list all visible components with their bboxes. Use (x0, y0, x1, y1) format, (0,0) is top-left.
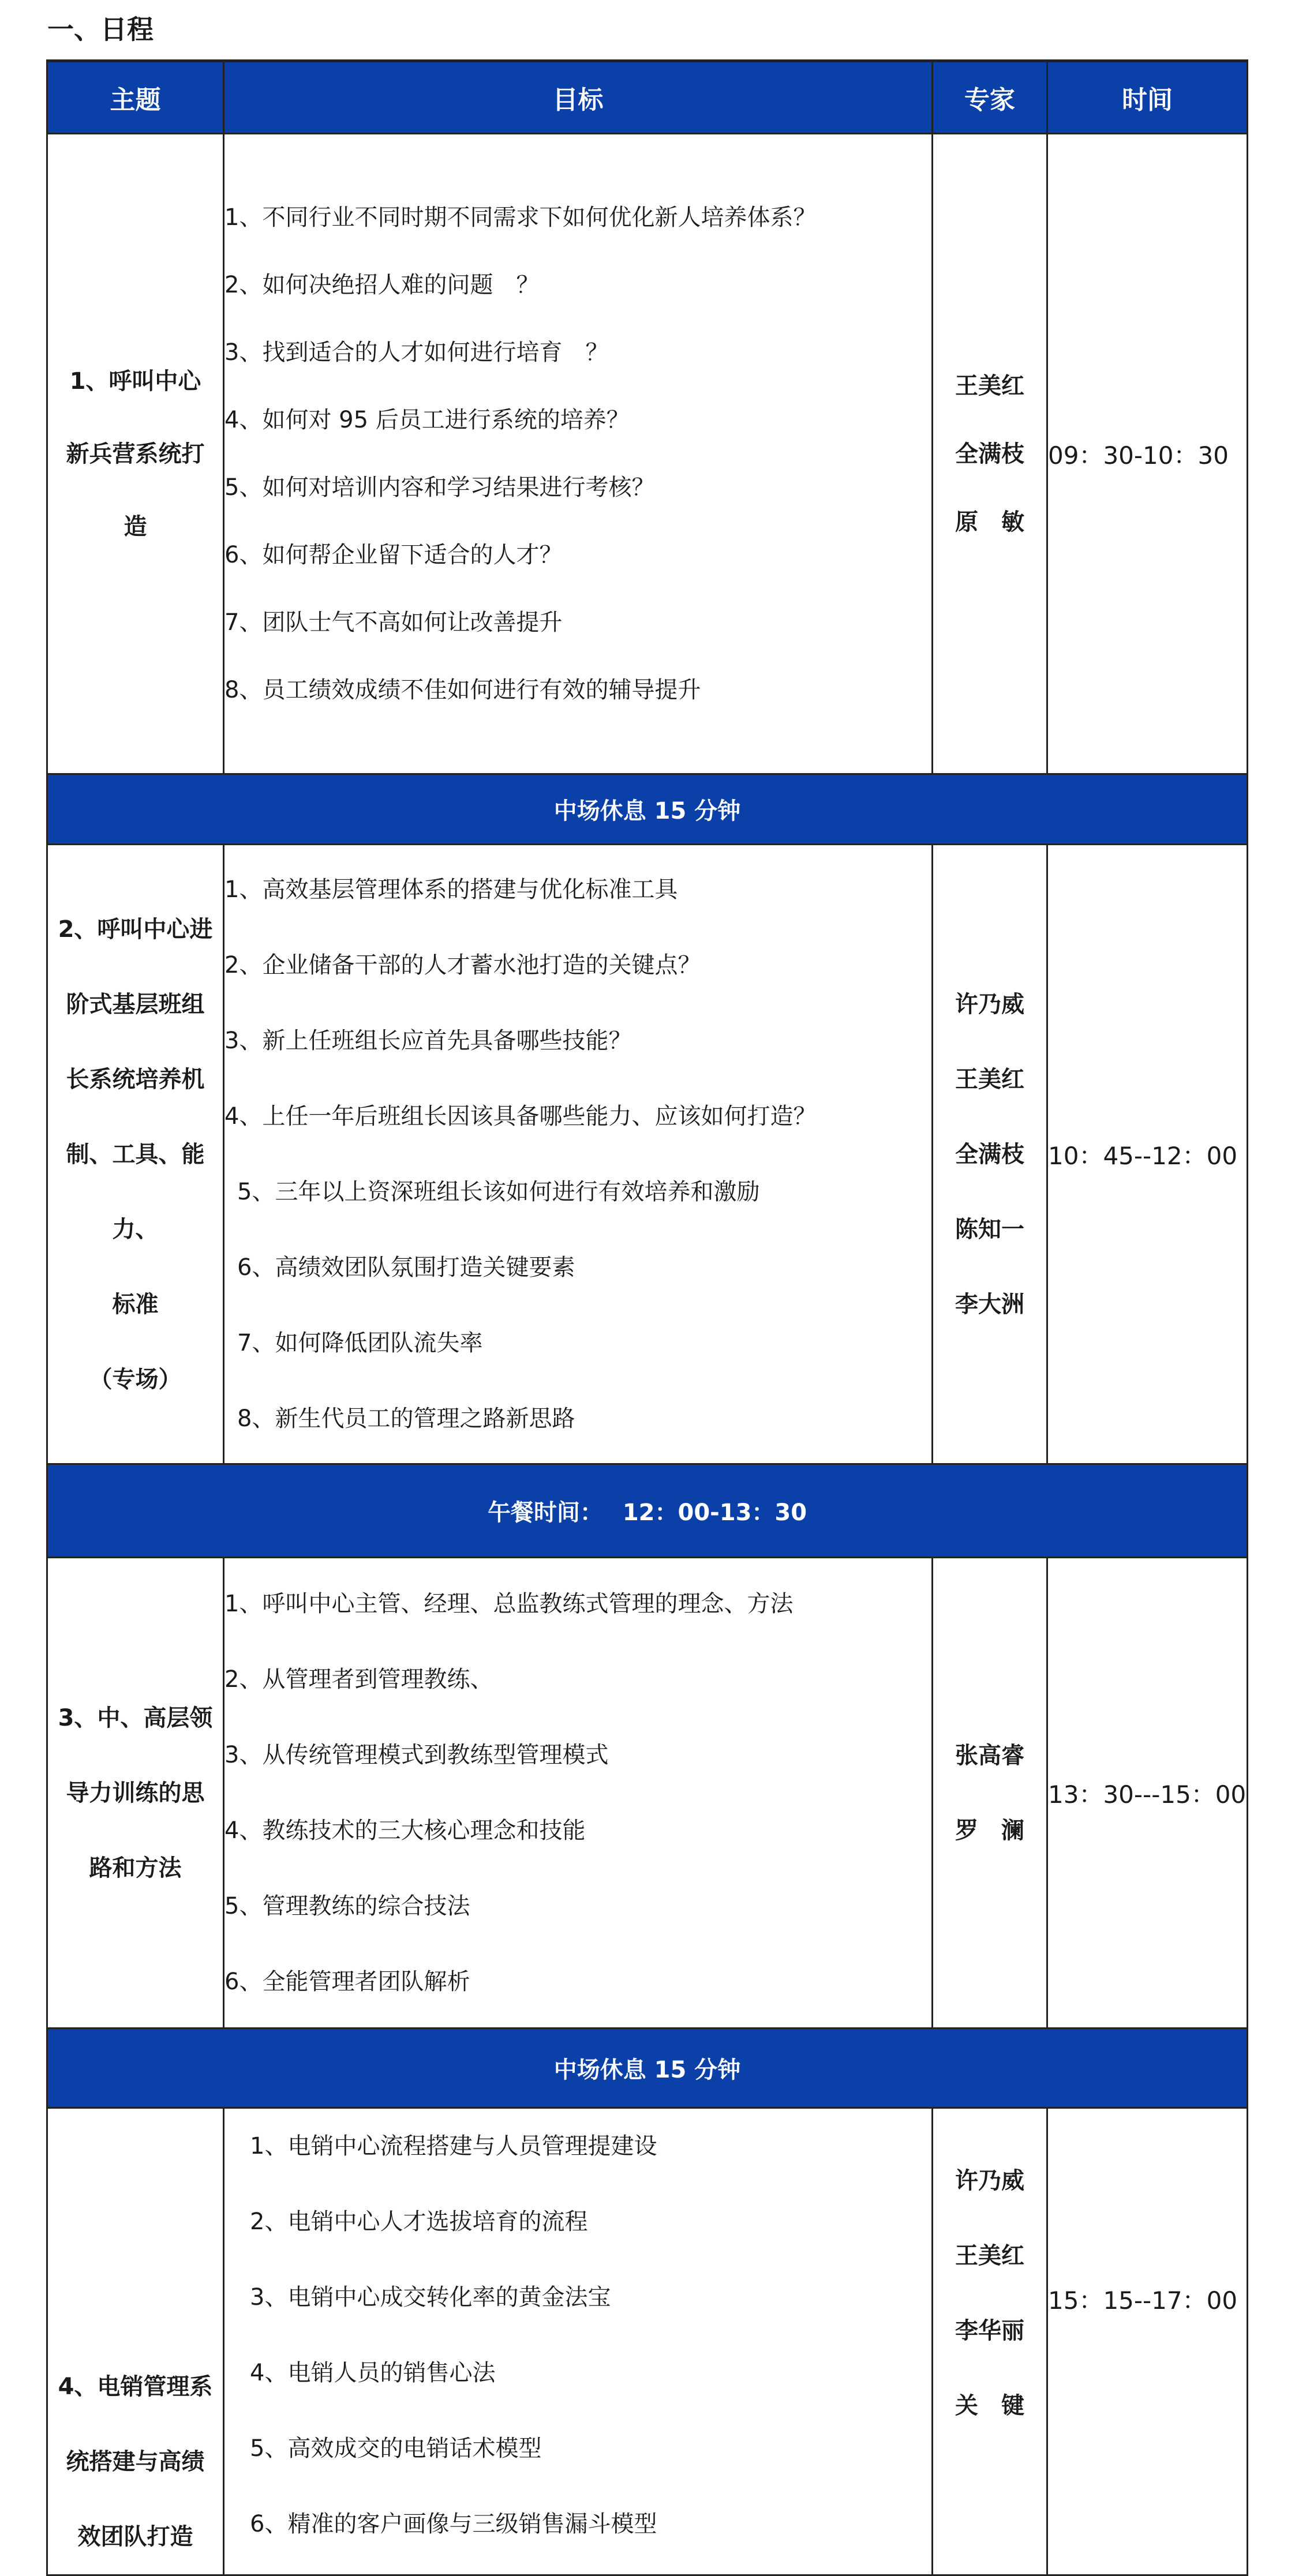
topic-line: 路和方法 (89, 1854, 182, 1881)
goal-item: 6、全能管理者团队解析 (224, 1968, 470, 1995)
topic-line: 导力训练的思 (66, 1779, 205, 1806)
topic-line: 阶式基层班组 (66, 991, 205, 1018)
session-row-4 (47, 2108, 1248, 2575)
goal-item: 4、电销人员的销售心法 (250, 2360, 496, 2386)
header-row (47, 61, 1248, 134)
expert-name: 全满枝 (955, 440, 1024, 467)
header-topic: 主题 (47, 61, 224, 134)
session-experts (933, 845, 1047, 1464)
topic-line: 制、工具、能力、 (66, 1141, 205, 1243)
goal-item: 1、不同行业不同时期不同需求下如何优化新人培养体系？ (224, 204, 817, 231)
expert-name: 罗 澜 (955, 1817, 1024, 1844)
session-time: 10：45--12：00 (1047, 845, 1248, 1464)
topic-line: 4、电销管理系 (58, 2373, 213, 2400)
schedule-table (46, 59, 1248, 2576)
session-time: 13：30---15：00 (1047, 1558, 1248, 2028)
session-goals (224, 134, 933, 774)
break-row-1 (47, 774, 1248, 845)
topic-line: 1、呼叫中心 (69, 368, 201, 395)
goal-item: 8、新生代员工的管理之路新思路 (237, 1405, 575, 1432)
break-label: 中场休息 15 分钟 (47, 2028, 1248, 2108)
goal-item: 3、找到适合的人才如何进行培育 ？ (224, 339, 609, 366)
session-experts (933, 2108, 1047, 2575)
session-row-2 (47, 845, 1248, 1464)
session-topic (47, 845, 224, 1464)
goal-item: 6、精准的客户画像与三级销售漏斗模型 (250, 2511, 657, 2537)
break-label: 中场休息 15 分钟 (47, 774, 1248, 845)
goal-item: 2、电销中心人才选拔培育的流程 (250, 2208, 588, 2235)
session-time: 09：30-10：30 (1047, 134, 1248, 774)
goal-item: 4、上任一年后班组长因该具备哪些能力、应该如何打造？ (224, 1103, 817, 1130)
goal-item: 5、如何对培训内容和学习结果进行考核？ (224, 474, 655, 501)
session-topic (47, 1558, 224, 2028)
topic-line: 统搭建与高绩 (66, 2448, 205, 2475)
session-topic (47, 2108, 224, 2575)
break-row-3 (47, 2028, 1248, 2108)
expert-name: 李大洲 (955, 1291, 1024, 1318)
goal-item: 3、新上任班组长应首先具备哪些技能？ (224, 1027, 632, 1054)
topic-line: （专场） (89, 1366, 182, 1393)
goal-item: 6、高绩效团队氛围打造关键要素 (237, 1254, 575, 1281)
expert-name: 原 敏 (955, 508, 1024, 535)
expert-name: 许乃威 (955, 991, 1024, 1018)
session-time: 15：15--17：00 (1047, 2108, 1248, 2575)
session-row-3 (47, 1558, 1248, 2028)
goal-item: 3、电销中心成交转化率的黄金法宝 (250, 2284, 611, 2311)
expert-name: 张高睿 (955, 1742, 1024, 1769)
expert-name: 王美红 (955, 2243, 1024, 2269)
expert-name: 王美红 (955, 372, 1024, 399)
session-experts (933, 134, 1047, 774)
goal-item: 5、三年以上资深班组长该如何进行有效培养和激励 (237, 1178, 760, 1205)
goal-item: 5、高效成交的电销话术模型 (250, 2435, 542, 2462)
header-time: 时间 (1047, 61, 1248, 134)
goal-item: 1、电销中心流程搭建与人员管理提建设 (250, 2133, 657, 2159)
expert-name: 陈知一 (955, 1216, 1024, 1243)
topic-line: 3、中、高层领 (58, 1704, 213, 1731)
topic-line: 长系统培养机 (66, 1066, 205, 1093)
expert-name: 关 键 (955, 2393, 1024, 2419)
goal-item: 2、从管理者到管理教练、 (224, 1666, 493, 1693)
goal-item: 5、管理教练的综合技法 (224, 1892, 470, 1919)
topic-line: 造 (123, 513, 147, 540)
goal-item: 1、高效基层管理体系的搭建与优化标准工具 (224, 876, 678, 903)
goal-item: 4、如何对 95 后员工进行系统的培养？ (224, 406, 630, 433)
goal-item: 4、教练技术的三大核心理念和技能 (224, 1817, 586, 1844)
section-title: 一、日程 (47, 14, 154, 45)
session-experts (933, 1558, 1047, 2028)
expert-name: 李华丽 (955, 2318, 1024, 2344)
topic-line: 效团队打造 (77, 2523, 193, 2550)
topic-line: 新兵营系统打 (66, 440, 205, 467)
goal-item: 8、员工绩效成绩不佳如何进行有效的辅导提升 (224, 676, 701, 703)
topic-line: 标准 (112, 1291, 159, 1318)
expert-name: 全满枝 (955, 1141, 1024, 1168)
header-experts: 专家 (933, 61, 1047, 134)
session-topic (47, 134, 224, 774)
goal-item: 7、如何降低团队流失率 (237, 1329, 483, 1356)
session-goals (224, 1558, 933, 2028)
goal-item: 3、从传统管理模式到教练型管理模式 (224, 1741, 609, 1768)
header-goal: 目标 (224, 61, 933, 134)
break-row-2 (47, 1464, 1248, 1558)
goal-item: 1、呼叫中心主管、经理、总监教练式管理的理念、方法 (224, 1590, 794, 1617)
goal-item: 6、如何帮企业留下适合的人才？ (224, 541, 563, 568)
session-goals (224, 2108, 933, 2575)
topic-line: 2、呼叫中心进 (58, 916, 213, 943)
break-label: 午餐时间： 12：00-13：30 (47, 1464, 1248, 1558)
session-goals (224, 845, 933, 1464)
goal-item: 7、团队士气不高如何让改善提升 (224, 609, 563, 636)
goal-item: 2、企业储备干部的人才蓄水池打造的关键点？ (224, 951, 701, 978)
expert-name: 许乃威 (955, 2168, 1024, 2194)
goal-item: 2、如何决绝招人难的问题 ？ (224, 271, 540, 298)
expert-name: 王美红 (955, 1066, 1024, 1093)
session-row-1 (47, 134, 1248, 774)
